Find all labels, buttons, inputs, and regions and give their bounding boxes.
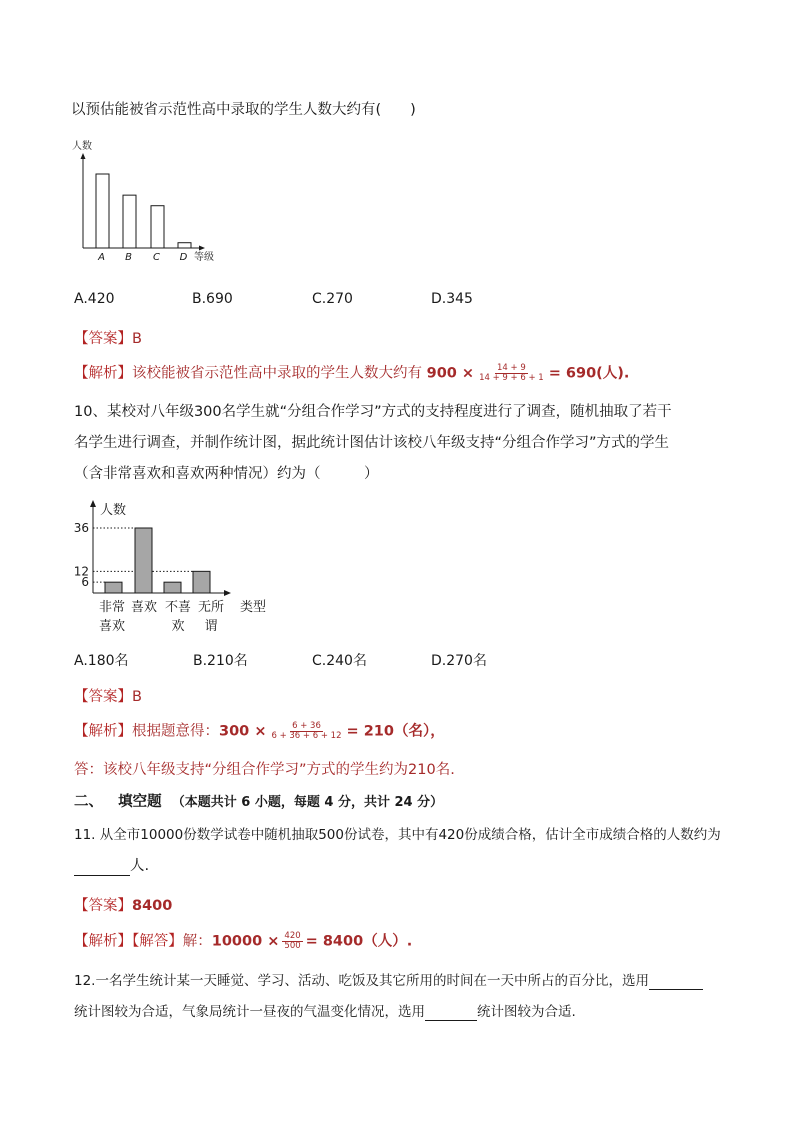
q10-option-d: D.270名 — [431, 653, 487, 669]
q10-analysis — [74, 722, 445, 741]
q9-analysis-label: 【解析】 — [74, 365, 132, 382]
chart1-category-label: B — [125, 252, 132, 263]
chart2-bar — [135, 528, 152, 593]
q11-expr-left: 10000 × — [211, 933, 280, 950]
q9-analysis-text: 该校能被省示范性高中录取的学生人数大约有 — [132, 365, 422, 382]
q10-option-a: A.180名 — [74, 653, 129, 669]
q9-stem: 以预估能被省示范性高中录取的学生人数大约有( ) — [71, 102, 416, 118]
chart2-category-label: 欢 — [171, 619, 185, 634]
q11-line1: 11. 从全市10000份数学试卷中随机抽取500份试卷，其中有420份成绩合格，估计全市成绩合格的人数约为 — [74, 827, 721, 843]
grade-bar-chart — [66, 134, 226, 264]
chart1-category-label: A — [98, 252, 105, 263]
q11-analysis-label: 【解析】【解答】 — [74, 933, 183, 950]
q11-line2 — [74, 858, 149, 876]
q10-conclusion: 答：该校八年级支持“分组合作学习”方式的学生约为210名. — [74, 762, 455, 778]
q9-answer — [74, 331, 142, 348]
q9-answer-value: B — [132, 331, 142, 347]
chart2-category-label: 非常 — [98, 600, 126, 615]
q12-blank-1 — [649, 973, 703, 990]
q10-fraction: $\frac{6 + 36}{6 + 36 + 6 + 12}$ — [271, 721, 342, 741]
section-title: 填空题 — [118, 794, 162, 810]
q11-answer-value: 8400 — [132, 898, 173, 914]
q12-line1-text: 12.一名学生统计某一天睡觉、学习、活动、吃饭及其它所用的时间在一天中所占的百分比，选用 — [74, 973, 649, 989]
chart2-category-label: 无所 — [197, 600, 225, 615]
chart2-ytick: 12 — [73, 564, 89, 579]
q12-line2 — [74, 1004, 576, 1021]
chart2-category-label: 不喜 — [164, 600, 192, 615]
q11-answer-label: 【答案】 — [74, 898, 132, 914]
chart1-xlabel: 等级 — [194, 252, 214, 263]
q11-answer — [74, 898, 172, 915]
q9-expr-right: = 690(人). — [548, 365, 630, 382]
q9-option-b: B.690 — [192, 291, 233, 307]
q12-line1 — [74, 973, 703, 990]
q12-blank-2 — [425, 1004, 477, 1021]
q12-line2-a: 统计图较为合适，气象局统计一昼夜的气温变化情况，选用 — [74, 1004, 425, 1020]
q11-fraction: $\frac{420}{500}$ — [284, 931, 301, 951]
q11-analysis-text: 解： — [182, 933, 212, 950]
q11-analysis — [74, 932, 412, 951]
chart1-bar-c — [151, 206, 164, 248]
q9-fraction: $\frac{14 + 9}{14 + 9 + 6 + 1}$ — [479, 363, 544, 383]
chart1-bar-b — [123, 195, 136, 248]
section-number: 二、 — [74, 794, 103, 810]
q9-option-a: A.420 — [74, 291, 115, 307]
q9-answer-label: 【答案】 — [74, 331, 132, 347]
chart2-ytick: 36 — [73, 521, 89, 535]
chart1-ylabel: 人数 — [72, 141, 92, 152]
section-note: （本题共计 6 小题，每题 4 分，共计 24 分） — [171, 795, 444, 810]
chart2-category-label: 喜欢 — [98, 619, 126, 634]
chart1-category-label: C — [153, 252, 160, 263]
q10-option-b: B.210名 — [193, 653, 248, 669]
q10-analysis-label: 【解析】 — [74, 723, 132, 740]
chart2-bar — [193, 571, 210, 593]
chart2-ylabel: 人数 — [100, 503, 127, 518]
chart1-category-label: D — [179, 252, 188, 263]
q9-expr-left: 900 × — [426, 365, 475, 382]
q11-expr-right: = 8400（人）. — [305, 933, 413, 950]
q10-line3: （含非常喜欢和喜欢两种情况）约为（ ） — [74, 466, 379, 482]
q12-line2-b: 统计图较为合适. — [477, 1004, 576, 1020]
chart2-category-label: 喜欢 — [130, 600, 158, 615]
q9-option-c: C.270 — [312, 291, 353, 307]
preference-bar-chart — [72, 494, 282, 640]
section-heading — [74, 794, 443, 811]
q9-analysis — [74, 364, 629, 383]
chart2-xlabel: 类型 — [240, 600, 267, 615]
q11-blank — [74, 858, 130, 876]
q10-analysis-text: 根据题意得： — [132, 723, 219, 740]
q10-answer — [74, 689, 142, 706]
chart2-bar — [105, 582, 122, 593]
q10-expr-right: = 210（名）， — [346, 723, 445, 740]
q10-line1: 10、某校对八年级300名学生就“分组合作学习”方式的支持程度进行了调查，随机抽取了若干 — [74, 404, 672, 420]
q11-line2-tail: 人. — [130, 858, 150, 874]
chart2-category-label: 谓 — [204, 619, 218, 634]
q10-answer-value: B — [132, 689, 142, 705]
q9-option-d: D.345 — [431, 291, 473, 307]
chart2-bar — [164, 582, 181, 593]
q10-answer-label: 【答案】 — [74, 689, 132, 705]
chart2-ytick: 6 — [81, 575, 89, 590]
q10-line2: 名学生进行调查，并制作统计图，据此统计图估计该校八年级支持“分组合作学习”方式的学生 — [74, 435, 670, 451]
q10-option-c: C.240名 — [312, 653, 367, 669]
chart1-bar-d — [178, 243, 191, 248]
chart1-bar-a — [96, 174, 109, 248]
q10-expr-left: 300 × — [219, 723, 267, 740]
